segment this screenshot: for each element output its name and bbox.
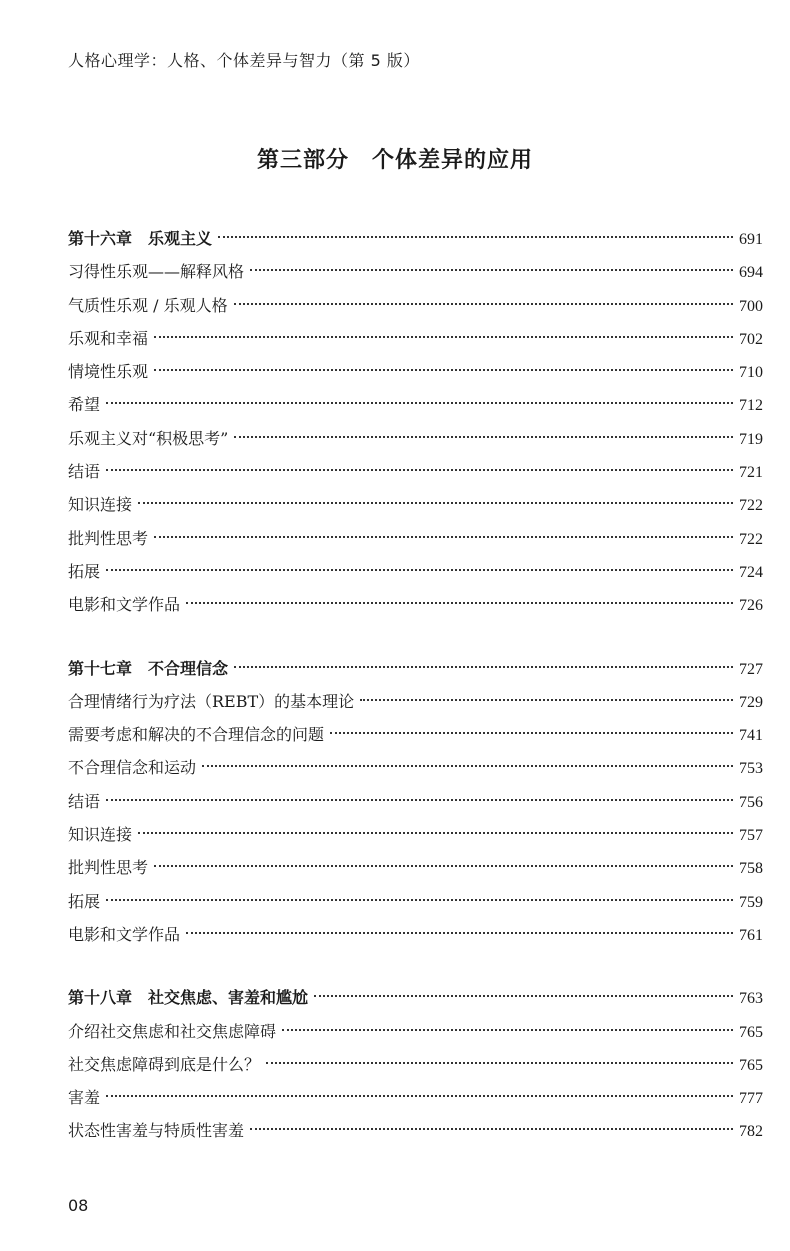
dot-leader (234, 666, 733, 668)
section-entry-page: 759 (739, 893, 763, 911)
chapter-block (68, 652, 763, 952)
section-entry-title: 介绍社交焦虑和社交焦虑障碍 (68, 1021, 277, 1041)
section-entry-page: 726 (739, 597, 763, 615)
chapter-entry-title: 第十八章 社交焦虑、害羞和尴尬 (68, 988, 309, 1008)
section-entry-title: 乐观主义对“积极思考” (68, 428, 229, 448)
section-entry-page: 719 (739, 430, 763, 448)
section-entry[interactable] (68, 1114, 763, 1147)
chapter-entry-page: 763 (739, 990, 763, 1008)
chapter-entry[interactable] (68, 981, 763, 1014)
section-entry-page: 710 (739, 364, 763, 382)
dot-leader (138, 832, 733, 834)
dot-leader (154, 536, 733, 538)
dot-leader (250, 269, 733, 271)
section-entry-title: 批判性思考 (68, 528, 149, 548)
section-entry-page: 753 (739, 760, 763, 778)
section-entry-title: 拓展 (68, 561, 101, 581)
section-entry[interactable] (68, 918, 763, 951)
section-entry[interactable] (68, 718, 763, 751)
running-head: 人格心理学：人格、个体差异与智力（第 5 版） (68, 51, 420, 70)
dot-leader (154, 369, 733, 371)
dot-leader (106, 899, 733, 901)
table-of-contents (68, 222, 763, 1178)
section-entry[interactable] (68, 555, 763, 588)
section-entry-title: 害羞 (68, 1088, 101, 1108)
dot-leader (266, 1062, 733, 1064)
chapter-entry-page: 691 (739, 231, 763, 248)
section-entry-title: 电影和文学作品 (68, 924, 181, 944)
section-entry[interactable] (68, 522, 763, 555)
section-entry-page: 724 (739, 563, 763, 581)
section-entry-title: 拓展 (68, 891, 101, 911)
section-entry-title: 合理情绪行为疗法（REBT）的基本理论 (68, 691, 355, 711)
section-entry-page: 765 (739, 1056, 763, 1074)
part-title: 第三部分 个体差异的应用 (256, 147, 533, 173)
chapter-entry-title: 第十七章 不合理信念 (68, 658, 229, 678)
section-entry[interactable] (68, 588, 763, 621)
section-entry[interactable] (68, 851, 763, 884)
dot-leader (234, 303, 733, 305)
dot-leader (106, 402, 733, 404)
section-entry[interactable] (68, 289, 763, 322)
section-entry[interactable] (68, 255, 763, 288)
section-entry-title: 状态性害羞与特质性害羞 (68, 1121, 245, 1141)
section-entry[interactable] (68, 455, 763, 488)
section-entry-page: 777 (739, 1090, 763, 1108)
section-entry-title: 习得性乐观——解释风格 (68, 262, 245, 282)
section-entry-page: 756 (739, 793, 763, 811)
section-entry-page: 782 (739, 1123, 763, 1141)
section-entry-page: 765 (739, 1023, 763, 1041)
section-entry[interactable] (68, 1048, 763, 1081)
section-entry-title: 气质性乐观 / 乐观人格 (68, 295, 228, 315)
dot-leader (218, 236, 733, 238)
section-entry-title: 批判性思考 (68, 858, 149, 878)
section-entry[interactable] (68, 685, 763, 718)
dot-leader (186, 932, 733, 934)
dot-leader (330, 732, 733, 734)
dot-leader (106, 569, 733, 571)
section-entry-title: 乐观和幸福 (68, 328, 149, 348)
section-entry[interactable] (68, 885, 763, 918)
dot-leader (106, 469, 733, 471)
dot-leader (234, 436, 733, 438)
section-entry-title: 结语 (68, 462, 101, 482)
section-entry-page: 722 (739, 497, 763, 515)
dot-leader (106, 1095, 733, 1097)
section-entry-page: 741 (739, 727, 763, 745)
section-entry-page: 757 (739, 827, 763, 845)
section-entry[interactable] (68, 388, 763, 421)
section-entry-page: 761 (739, 926, 763, 944)
chapter-entry-title: 第十六章 乐观主义 (68, 229, 213, 248)
section-entry-title: 情境性乐观 (68, 362, 149, 382)
section-entry[interactable] (68, 488, 763, 521)
dot-leader (154, 336, 733, 338)
section-entry-title: 需要考虑和解决的不合理信念的问题 (68, 725, 325, 745)
section-entry-page: 694 (739, 264, 763, 282)
section-entry-title: 知识连接 (68, 825, 133, 845)
dot-leader (360, 699, 733, 701)
chapter-block (68, 222, 763, 622)
dot-leader (186, 602, 733, 604)
section-entry[interactable] (68, 785, 763, 818)
section-entry-page: 712 (739, 397, 763, 415)
dot-leader (202, 765, 733, 767)
section-entry-page: 758 (739, 860, 763, 878)
section-entry-page: 721 (739, 464, 763, 482)
section-entry[interactable] (68, 1015, 763, 1048)
section-entry-page: 729 (739, 693, 763, 711)
dot-leader (314, 995, 733, 997)
section-entry[interactable] (68, 1081, 763, 1114)
chapter-entry[interactable] (68, 652, 763, 685)
section-entry-title: 知识连接 (68, 495, 133, 515)
section-entry[interactable] (68, 422, 763, 455)
section-entry-page: 702 (739, 330, 763, 348)
chapter-block (68, 981, 763, 1147)
section-entry-title: 电影和文学作品 (68, 595, 181, 615)
section-entry-title: 结语 (68, 791, 101, 811)
chapter-entry[interactable] (68, 222, 763, 255)
section-entry[interactable] (68, 322, 763, 355)
section-entry-title: 不合理信念和运动 (68, 758, 197, 778)
dot-leader (250, 1128, 733, 1130)
dot-leader (106, 799, 733, 801)
section-entry[interactable] (68, 751, 763, 784)
section-entry-page: 700 (739, 297, 763, 315)
dot-leader (154, 865, 733, 867)
section-entry-page: 722 (739, 530, 763, 548)
section-entry-title: 社交焦虑障碍到底是什么？ (68, 1054, 261, 1074)
section-entry[interactable] (68, 355, 763, 388)
section-entry-title: 希望 (68, 395, 101, 415)
page-number: 08 (68, 1196, 89, 1215)
section-entry[interactable] (68, 818, 763, 851)
chapter-entry-page: 727 (739, 660, 763, 678)
dot-leader (138, 502, 733, 504)
dot-leader (282, 1029, 733, 1031)
